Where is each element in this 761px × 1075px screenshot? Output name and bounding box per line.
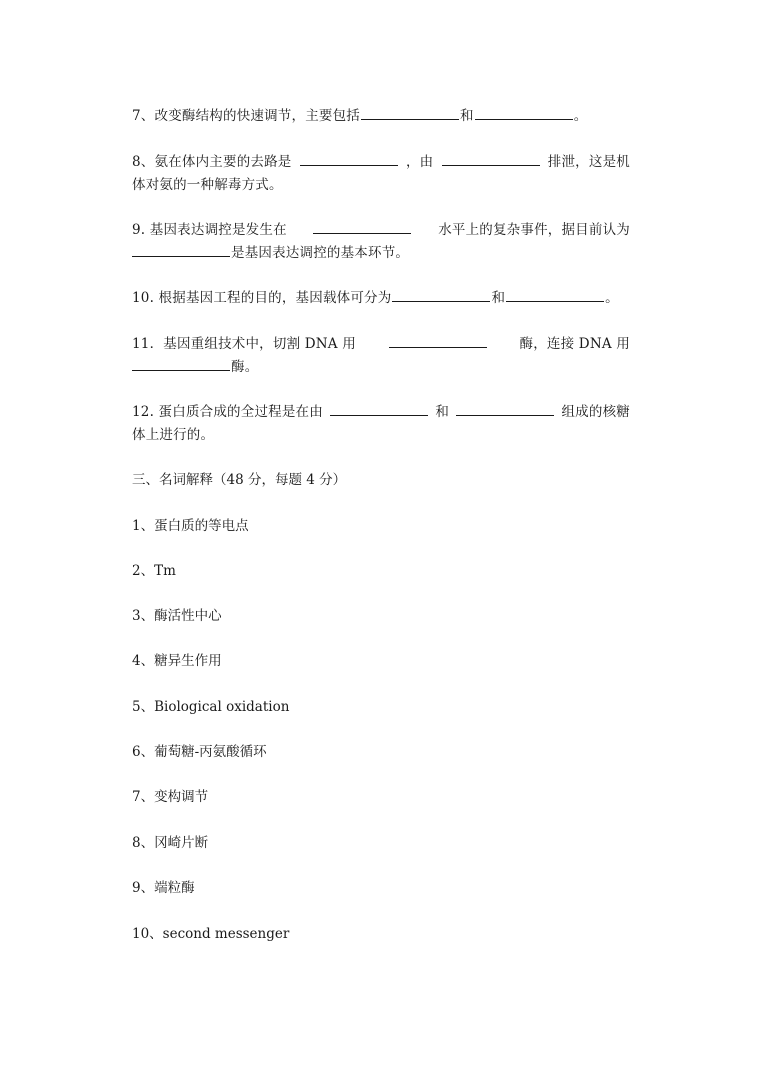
- question-9-line-2: [132, 242, 630, 265]
- question-10-line-1: [132, 287, 630, 310]
- term-item-8: 8、冈崎片断: [132, 835, 209, 851]
- q12-text-a: 12. 蛋白质合成的全过程是在由: [132, 404, 323, 420]
- q11-text-a: 11．基因重组技术中，切割 DNA 用: [132, 336, 356, 352]
- q8-blank-2[interactable]: [442, 151, 540, 166]
- q7-text-b: 和: [460, 108, 474, 124]
- q12-blank-2[interactable]: [456, 401, 554, 416]
- q8-text-line2: 体对氨的一种解毒方式。: [132, 177, 283, 193]
- term-item-6: 6、葡萄糖-丙氨酸循环: [132, 744, 267, 760]
- q8-text-b: ，由: [405, 154, 434, 170]
- term-item-4: 4、糖异生作用: [132, 653, 222, 669]
- question-8: [132, 151, 630, 197]
- q7-text-c: 。: [573, 108, 588, 124]
- question-10: [132, 287, 630, 310]
- q9-blank-2[interactable]: [132, 242, 230, 257]
- question-12: [132, 401, 630, 447]
- term-item-2: 2、Tm: [132, 563, 176, 579]
- q8-blank-1[interactable]: [300, 151, 398, 166]
- q10-blank-2[interactable]: [506, 287, 604, 302]
- term-item-1: 1、蛋白质的等电点: [132, 518, 249, 534]
- question-12-line-2: [132, 424, 630, 447]
- section-3-title: 三、名词解释（48 分，每题 4 分）: [132, 472, 347, 488]
- q11-text-b: 酶，连接 DNA 用: [519, 336, 630, 352]
- term-item-7: 7、变构调节: [132, 789, 209, 805]
- q11-blank-1[interactable]: [389, 333, 487, 348]
- q12-blank-1[interactable]: [330, 401, 428, 416]
- question-7: [132, 105, 630, 128]
- q9-text-a: 9. 基因表达调控是发生在: [132, 222, 287, 238]
- q10-text-c: 。: [605, 290, 619, 306]
- q7-text-a: 7、改变酶结构的快速调节，主要包括: [132, 108, 360, 124]
- question-11-line-2: [132, 356, 630, 379]
- question-8-line-1: [132, 151, 630, 174]
- q10-text-a: 10. 根据基因工程的目的，基因载体可分为: [132, 290, 392, 306]
- q12-text-c: 组成的核糖: [561, 404, 630, 420]
- q7-blank-2[interactable]: [475, 105, 573, 120]
- question-7-line-1: [132, 105, 630, 128]
- question-9-line-1: [132, 219, 630, 242]
- question-11-line-1: [132, 333, 630, 356]
- question-11: [132, 333, 630, 379]
- q9-text-line2: 是基因表达调控的基本环节。: [231, 245, 410, 261]
- term-item-5: 5、Biological oxidation: [132, 699, 290, 715]
- q9-blank-1[interactable]: [313, 219, 411, 234]
- q12-text-b: 和: [435, 404, 450, 420]
- term-item-9: 9、端粒酶: [132, 880, 195, 896]
- q9-text-b: 水平上的复杂事件，据目前认为: [438, 222, 630, 238]
- q11-blank-2[interactable]: [132, 356, 230, 371]
- question-8-line-2: [132, 174, 630, 197]
- q10-text-b: 和: [491, 290, 506, 306]
- term-item-10: 10、second messenger: [132, 926, 290, 942]
- question-12-line-1: [132, 401, 630, 424]
- q12-text-line2: 体上进行的。: [132, 427, 215, 443]
- q8-text-c: 排泄，这是机: [547, 154, 630, 170]
- q8-text-a: 8、氨在体内主要的去路是: [132, 154, 292, 170]
- q7-blank-1[interactable]: [361, 105, 459, 120]
- q11-text-line2: 酶。: [231, 359, 259, 375]
- question-9: [132, 219, 630, 265]
- term-item-3: 3、酶活性中心: [132, 608, 222, 624]
- q10-blank-1[interactable]: [392, 287, 490, 302]
